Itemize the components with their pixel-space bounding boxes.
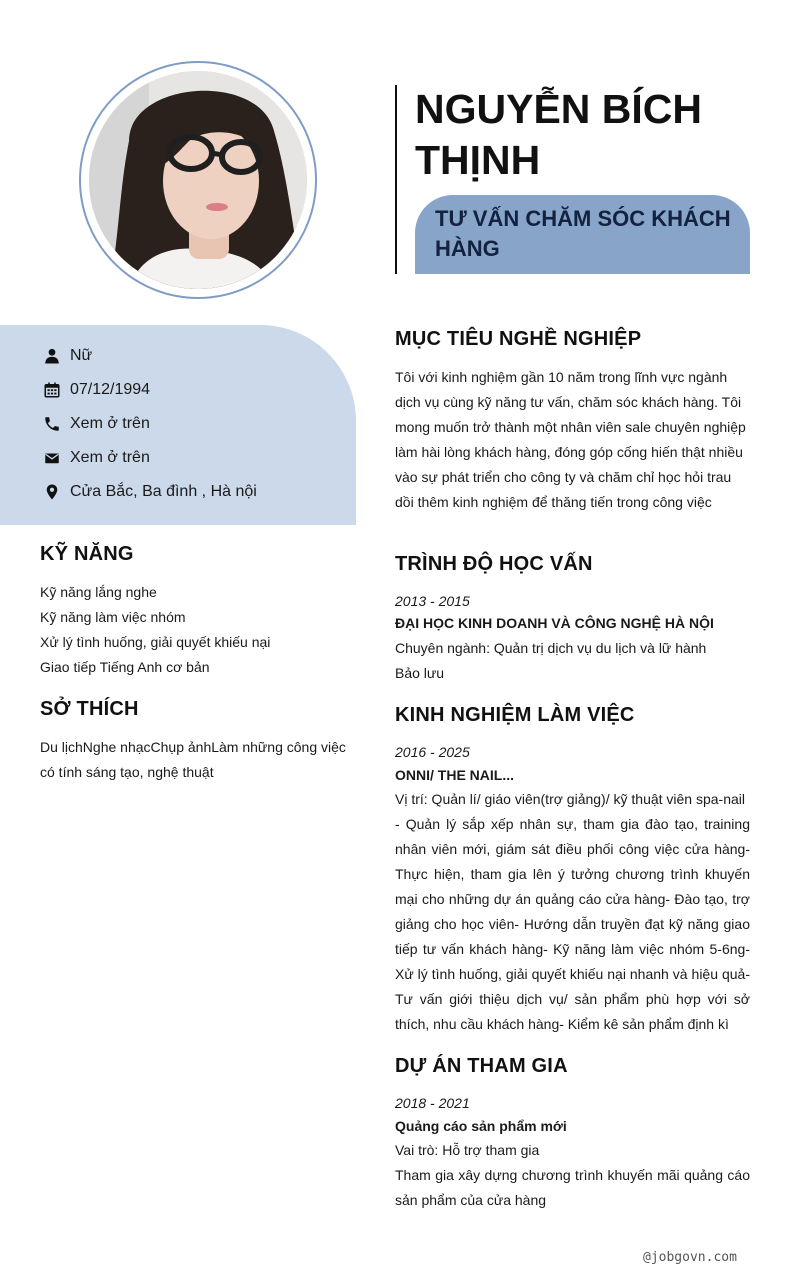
calendar-icon: [42, 380, 62, 400]
objective-title: MỤC TIÊU NGHỀ NGHIỆP: [395, 328, 642, 350]
contact-phone: [42, 412, 150, 436]
education-title: TRÌNH ĐỘ HỌC VẤN: [395, 553, 593, 575]
phone-icon: [42, 414, 62, 434]
project-name: Quảng cáo sản phẩm mới: [395, 1118, 567, 1134]
job-title-badge: TƯ VẤN CHĂM SÓC KHÁCH HÀNG: [415, 195, 750, 274]
candidate-name: NGUYỄN BÍCH THỊNH: [415, 86, 703, 183]
gender-value: Nữ: [70, 347, 93, 364]
skill-item: Kỹ năng lắng nghe: [40, 584, 157, 600]
education-period: 2013 - 2015: [395, 593, 470, 609]
experience-description: - Quản lý sắp xếp nhân sự, tham gia đào tạo, training nhân viên mới, giám sát điều phối công việc cửa hàng- Thực hiện, tham gia lên ý tưởng chương trình khuyến mại cho những dự án quảng cáo cửa hàng- Đào tạo, trợ giảng cho học viên- Hướng dẫn truyền đạt kỹ năng giao tiếp tư vấn khách hàng- Kỹ năng làm việc nhóm 5-6ng- Xử lý tình huống, giải quyết khiếu nại nhanh và hiệu quả- Tư vấn giới thiệu dịch vụ/ sản phẩm phù hợp với sở thích, nhu cầu khách hàng- Kiểm kê sản phẩm định kì: [395, 816, 750, 1032]
education-school: ĐẠI HỌC KINH DOANH VÀ CÔNG NGHỆ HÀ NỘI: [395, 615, 714, 631]
project-role: Vai trò: Hỗ trợ tham gia: [395, 1142, 540, 1158]
objective-text: Tôi với kinh nghiệm gần 10 năm trong lĩnh vực ngành dịch vụ cùng kỹ năng tư vấn, chăm sóc khách hàng. Tôi mong muốn trở thành một nhân viên sale chuyên nghiệp làm hài lòng khách hàng, đóng góp cống hiến thật nhiều vào sự phát triển cho công ty và chăm chỉ học hỏi trau dồi thêm kinh nghiệm để thăng tiến trong công việc: [395, 369, 746, 510]
experience-company: ONNI/ THE NAIL...: [395, 767, 514, 783]
skills-title: KỸ NĂNG: [40, 543, 134, 565]
location-icon: [42, 482, 62, 502]
birthday-value: 07/12/1994: [70, 381, 151, 398]
project-description: Tham gia xây dựng chương trình khuyến mãi quảng cáo sản phẩm của cửa hàng: [395, 1167, 750, 1208]
email-value: Xem ở trên: [70, 449, 150, 466]
contact-email: [42, 446, 150, 470]
watermark: @jobgovn.com: [643, 1250, 737, 1265]
experience-role: Vị trí: Quản lí/ giáo viên(trợ giảng)/ kỹ thuật viên spa-nail: [395, 791, 746, 807]
education-major: Chuyên ngành: Quản trị dịch vụ du lịch và lữ hành: [395, 640, 707, 656]
portrait-illustration: [89, 71, 307, 289]
email-icon: [42, 448, 62, 468]
avatar-photo: [89, 71, 307, 289]
address-value: Cửa Bắc, Ba đình , Hà nội: [70, 483, 257, 500]
project-period: 2018 - 2021: [395, 1095, 470, 1111]
avatar-frame: [79, 61, 317, 299]
contact-gender: [42, 344, 92, 368]
skill-item: Giao tiếp Tiếng Anh cơ bản: [40, 659, 210, 675]
hobbies-title: SỞ THÍCH: [40, 698, 139, 720]
name-divider: [395, 85, 397, 274]
experience-title: KINH NGHIỆM LÀM VIỆC: [395, 704, 635, 726]
experience-period: 2016 - 2025: [395, 744, 470, 760]
phone-value: Xem ở trên: [70, 415, 150, 432]
education-note: Bảo lưu: [395, 665, 445, 681]
contact-address: [42, 480, 257, 504]
skill-item: Kỹ năng làm việc nhóm: [40, 609, 186, 625]
skill-item: Xử lý tình huống, giải quyết khiếu nại: [40, 634, 271, 650]
contact-birthday: [42, 378, 150, 402]
person-icon: [42, 346, 62, 366]
hobbies-text: Du lịchNghe nhạcChụp ảnhLàm những công việc có tính sáng tạo, nghệ thuật: [40, 739, 346, 780]
projects-title: DỰ ÁN THAM GIA: [395, 1055, 568, 1077]
